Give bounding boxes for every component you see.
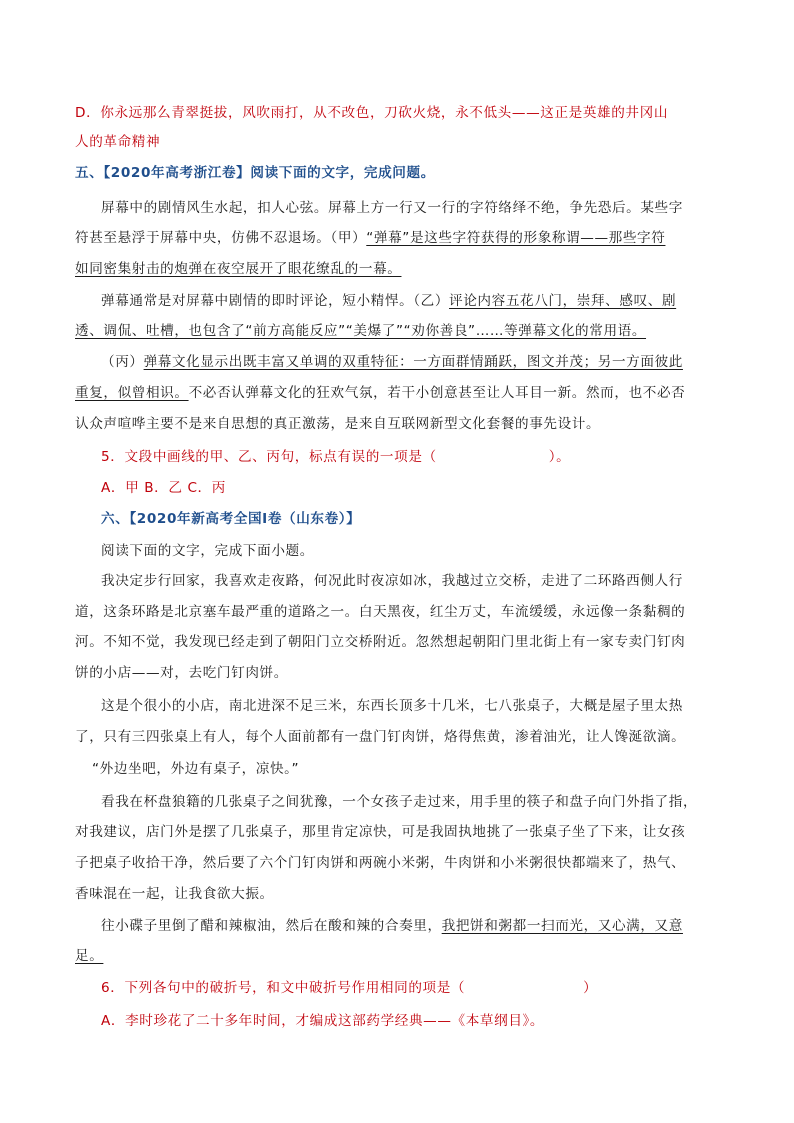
s5-jia-underlined-cont: 如同密集射击的炮弹在夜空展开了眼花缭乱的一幕。 <box>75 261 402 277</box>
s5-p3-line2 <box>75 384 725 402</box>
s5-p2-line1 <box>101 292 725 310</box>
s5-yi-underlined: 评论内容五花八门，崇拜、感叹、剧 <box>449 293 677 309</box>
s6-p5-line1 <box>101 917 725 935</box>
s5-bing-underlined: 弹幕文化显示出既丰富又单调的双重特征：一方面群情踊跃，图文并茂；另一方面彼此 <box>143 354 683 370</box>
option-d-line1: D．你永远那么青翠挺拔，风吹雨打，从不改色，刀砍火烧，永不低头——这正是英雄的井冈山 <box>75 105 669 121</box>
s6-p2-line1: 这是个很小的小店，南北进深不足三米，东西长顶多十几米，七八张桌子，大概是屋子里太热 <box>101 698 683 714</box>
s6-p4-line1: 看我在杯盘狼籍的几张桌子之间犹豫，一个女孩子走过来，用手里的筷子和盘子向门外指了指， <box>101 794 698 810</box>
s6-p2-line2: 了，只有三四张桌上有人，每个人面前都有一盘门钉肉饼，烙得焦黄，渗着油光，让人馋涎欲滴。 <box>75 729 686 745</box>
q5-close: ）。 <box>548 449 571 465</box>
s6-p1-line4: 饼的小店——对，去吃门钉肉饼。 <box>75 665 288 681</box>
q5-stem: 5．文段中画线的甲、乙、丙句，标点有误的一项是（ <box>101 449 437 465</box>
s5-p1-line2 <box>75 229 725 247</box>
s5-p3-l2-plain: 不必否认弹幕文化的狂欢气氛，若干小创意甚至让人耳目一新。然而，也不必否 <box>188 385 686 401</box>
s5-p3-line3: 认众声喧哗主要不是来自思想的真正激荡，是来自互联网新型文化套餐的事先设计。 <box>75 416 601 432</box>
s6-p1-line2: 道，这条环路是北京塞车最严重的道路之一。白天黑夜，红尘万丈，车流缓缓，永远像一条黏稠的 <box>75 604 686 620</box>
section6-heading: 六、【2020年新高考全国Ⅰ卷（山东卷）】 <box>101 511 361 527</box>
s5-p1-l2-plain: 符甚至悬浮于屏幕中央，仿佛不忍退场。（甲） <box>75 230 367 246</box>
q5-options: A．甲 B．乙 C．丙 <box>101 480 226 496</box>
s6-p4-line4: 香味混在一起，让我食欲大振。 <box>75 886 274 902</box>
q6-close: ） <box>583 980 598 996</box>
option-d-line2: 人的革命精神 <box>75 134 161 150</box>
s5-p1-line1: 屏幕中的剧情风生水起，扣人心弦。屏幕上方一行又一行的字符络绎不绝，争先恐后。某些字 <box>101 200 683 216</box>
s6-instruction: 阅读下面的文字，完成下面小题。 <box>101 543 314 559</box>
s5-p1-line3 <box>75 260 725 278</box>
section5-heading: 五、【2020年高考浙江卷】阅读下面的文字，完成问题。 <box>75 165 435 181</box>
s6-p4-line3: 子把桌子收拾干净，然后要了六个门钉肉饼和两碗小米粥，牛肉饼和小米粥很快都端来了，热气、 <box>75 855 686 871</box>
s5-bing-underlined-cont: 重复，似曾相识。 <box>75 385 189 401</box>
s6-p5-line2 <box>75 947 725 965</box>
s5-jia-underlined: “弹幕”是这些字符获得的形象称谓——那些字符 <box>366 230 666 246</box>
s6-p1-line3: 河。不知不觉，我发现已经走到了朝阳门立交桥附近。忽然想起朝阳门里北街上有一家专卖门钉肉 <box>75 634 686 650</box>
s6-p5-l1-plain: 往小碟子里倒了醋和辣椒油，然后在酸和辣的合奏里， <box>101 918 442 934</box>
s5-p3-line1 <box>101 353 725 371</box>
s6-p5-underlined-cont: 足。 <box>75 948 104 964</box>
s6-p4-line2: 对我建议，店门外是摆了几张桌子，那里肯定凉快，可是我固执地挑了一张桌子坐了下来，让女孩 <box>75 824 686 840</box>
s6-p5-underlined: 我把饼和粥都一扫而光，又心满，又意 <box>441 918 683 934</box>
question-5 <box>101 448 725 466</box>
s5-yi-underlined-cont: 透、调侃、吐槽，也包含了“前方高能反应”“美爆了”“劝你善良”……等弹幕文化的常用语。 <box>75 323 647 339</box>
q6-option-a: A．李时珍花了二十多年时间，才编成这部药学经典——《本草纲目》。 <box>101 1013 545 1029</box>
s5-p2-l1-plain: 弹幕通常是对屏幕中剧情的即时评论，短小精悍。（乙） <box>101 293 450 309</box>
s5-p3-l1-plain: （丙） <box>101 354 144 370</box>
s5-p2-line2 <box>75 322 725 340</box>
s6-dialogue: “外边坐吧，外边有桌子，凉快。” <box>92 761 300 777</box>
s6-p1-line1: 我决定步行回家，我喜欢走夜路，何况此时夜凉如冰，我越过立交桥，走进了二环路西侧人行 <box>101 573 683 589</box>
question-6 <box>101 979 725 997</box>
q6-stem: 6．下列各句中的破折号，和文中破折号作用相同的项是（ <box>101 980 466 996</box>
